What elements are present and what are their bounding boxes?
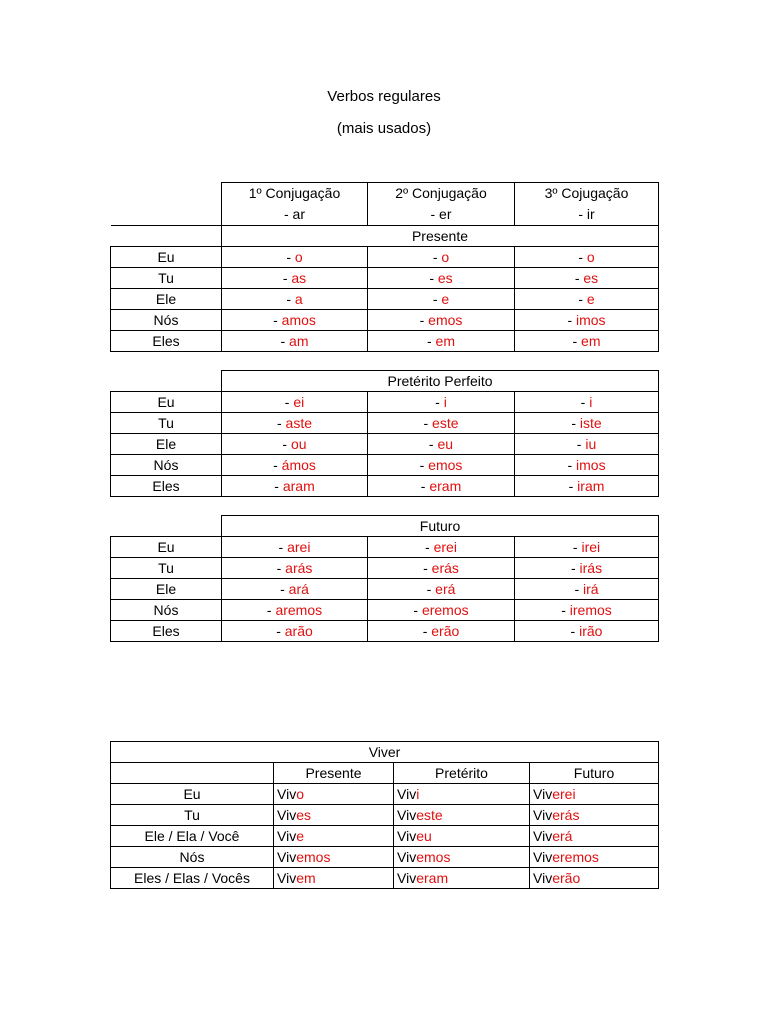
ending-dash: - bbox=[571, 415, 580, 431]
ending-dash: - bbox=[572, 539, 582, 555]
ending-dash: - bbox=[432, 291, 442, 307]
ending-dash: - bbox=[425, 539, 434, 555]
pronoun-cell: Tu bbox=[111, 268, 222, 289]
ending-dash: - bbox=[266, 602, 276, 618]
verb-ending: erão bbox=[552, 870, 581, 886]
conjugated-form-cell bbox=[274, 826, 394, 847]
verb-stem: Viv bbox=[277, 849, 297, 865]
conjugated-form-cell bbox=[530, 868, 659, 889]
ending-dash: - bbox=[428, 436, 438, 452]
ending-cell bbox=[515, 392, 659, 413]
pronoun-cell: Eu bbox=[111, 247, 222, 268]
conjugation-name: 1º Conjugação bbox=[248, 185, 341, 201]
ending-dash: - bbox=[282, 436, 291, 452]
table-row bbox=[111, 537, 659, 558]
conjugation-ending: - er bbox=[430, 206, 452, 222]
ending-suffix: erás bbox=[431, 560, 459, 576]
ending-dash: - bbox=[578, 249, 587, 265]
table-row bbox=[111, 868, 659, 889]
ending-cell bbox=[368, 476, 515, 497]
ending-cell bbox=[222, 247, 368, 268]
table-row bbox=[111, 476, 659, 497]
ending-cell bbox=[222, 537, 368, 558]
ending-cell bbox=[368, 600, 515, 621]
table-row bbox=[111, 434, 659, 455]
ending-cell bbox=[515, 289, 659, 310]
ending-cell bbox=[368, 413, 515, 434]
ending-suffix: arão bbox=[284, 623, 313, 639]
verb-stem: Viv bbox=[533, 870, 553, 886]
table-row bbox=[111, 392, 659, 413]
ending-suffix: irão bbox=[579, 623, 603, 639]
ending-cell bbox=[368, 579, 515, 600]
ending-cell bbox=[368, 434, 515, 455]
conjugated-form-cell bbox=[394, 784, 530, 805]
ending-suffix: i bbox=[443, 394, 447, 410]
ending-suffix: aste bbox=[285, 415, 313, 431]
ending-suffix: am bbox=[289, 333, 309, 349]
ending-suffix: aremos bbox=[275, 602, 323, 618]
ending-dash: - bbox=[280, 333, 290, 349]
tense-rows bbox=[111, 247, 659, 352]
verb-ending: eu bbox=[416, 828, 432, 844]
ending-suffix: irá bbox=[583, 581, 599, 597]
tense-header: Presente bbox=[222, 226, 659, 247]
conjugation-name: 3º Cojugação bbox=[544, 185, 629, 201]
table-row bbox=[111, 331, 659, 352]
conjugation-table-presente bbox=[110, 182, 659, 352]
verb-stem: Viv bbox=[397, 849, 417, 865]
ending-dash: - bbox=[280, 581, 289, 597]
ending-suffix: arei bbox=[287, 539, 311, 555]
verb-stem: Viv bbox=[533, 786, 553, 802]
ending-dash: - bbox=[578, 291, 587, 307]
ending-dash: - bbox=[572, 333, 582, 349]
pronoun-cell: Ele / Ela / Você bbox=[111, 826, 274, 847]
ending-dash: - bbox=[422, 623, 432, 639]
ending-dash: - bbox=[561, 602, 570, 618]
conjugated-form-cell bbox=[394, 847, 530, 868]
table-row bbox=[111, 784, 659, 805]
ending-suffix: este bbox=[432, 415, 459, 431]
conjugated-form-cell bbox=[394, 826, 530, 847]
verb-stem: Viv bbox=[397, 828, 417, 844]
pronoun-cell: Eles bbox=[111, 476, 222, 497]
ending-dash: - bbox=[284, 394, 294, 410]
tense-header: Pretérito Perfeito bbox=[222, 371, 659, 392]
ending-suffix: eram bbox=[429, 478, 462, 494]
verb-stem: Viv bbox=[533, 807, 553, 823]
ending-cell bbox=[368, 247, 515, 268]
verb-ending: eremos bbox=[552, 849, 599, 865]
ending-dash: - bbox=[574, 581, 584, 597]
verb-stem: Viv bbox=[533, 849, 553, 865]
ending-suffix: em bbox=[435, 333, 455, 349]
ending-cell bbox=[368, 310, 515, 331]
ending-dash: - bbox=[432, 249, 442, 265]
ending-suffix: iste bbox=[579, 415, 602, 431]
ending-cell bbox=[368, 392, 515, 413]
ending-suffix: imos bbox=[576, 457, 606, 473]
conjugated-form-cell bbox=[530, 847, 659, 868]
ending-dash: - bbox=[567, 312, 576, 328]
viver-corner-cell bbox=[111, 763, 274, 784]
ending-cell bbox=[222, 289, 368, 310]
ending-suffix: iram bbox=[577, 478, 605, 494]
pronoun-cell: Nós bbox=[111, 310, 222, 331]
ending-dash: - bbox=[286, 291, 295, 307]
viver-column-header: Futuro bbox=[530, 763, 659, 784]
ending-cell bbox=[515, 558, 659, 579]
ending-dash: - bbox=[278, 539, 288, 555]
table-row bbox=[111, 289, 659, 310]
ending-cell bbox=[515, 268, 659, 289]
pronoun-cell: Tu bbox=[111, 558, 222, 579]
ending-dash: - bbox=[570, 623, 580, 639]
ending-cell bbox=[368, 331, 515, 352]
viver-table bbox=[110, 741, 659, 889]
conjugation-header bbox=[222, 183, 368, 226]
ending-dash: - bbox=[273, 457, 282, 473]
conjugation-ending: - ar bbox=[284, 206, 305, 222]
ending-cell bbox=[368, 289, 515, 310]
ending-cell bbox=[222, 455, 368, 476]
ending-suffix: es bbox=[437, 270, 453, 286]
pronoun-cell: Tu bbox=[111, 805, 274, 826]
conjugation-header bbox=[515, 183, 659, 226]
ending-dash: - bbox=[273, 312, 282, 328]
table-row bbox=[111, 268, 659, 289]
ending-cell bbox=[222, 579, 368, 600]
ending-suffix: iremos bbox=[569, 602, 612, 618]
ending-cell bbox=[222, 621, 368, 642]
ending-dash: - bbox=[419, 457, 429, 473]
ending-cell bbox=[368, 558, 515, 579]
verb-ending: o bbox=[296, 786, 304, 802]
ending-cell bbox=[222, 268, 368, 289]
ending-dash: - bbox=[567, 457, 577, 473]
conjugation-table-futuro bbox=[110, 515, 659, 642]
conjugation-ending: - ir bbox=[578, 206, 595, 222]
pronoun-cell: Ele bbox=[111, 289, 222, 310]
verb-ending: es bbox=[296, 807, 311, 823]
tense-rows bbox=[111, 392, 659, 497]
table-row bbox=[111, 579, 659, 600]
pronoun-cell: Ele bbox=[111, 434, 222, 455]
conjugated-form-cell bbox=[274, 847, 394, 868]
conjugated-form-cell bbox=[530, 805, 659, 826]
table-row bbox=[111, 621, 659, 642]
ending-cell bbox=[515, 247, 659, 268]
ending-dash: - bbox=[435, 394, 444, 410]
ending-cell bbox=[222, 331, 368, 352]
ending-suffix: amos bbox=[281, 312, 316, 328]
verb-stem: Viv bbox=[397, 786, 417, 802]
ending-dash: - bbox=[276, 415, 286, 431]
ending-cell bbox=[515, 537, 659, 558]
ending-suffix: o bbox=[441, 249, 450, 265]
ending-suffix: o bbox=[294, 249, 303, 265]
viver-column-header: Pretérito bbox=[394, 763, 530, 784]
viver-rows bbox=[111, 784, 659, 889]
ending-dash: - bbox=[420, 478, 430, 494]
viver-title: Viver bbox=[111, 742, 659, 763]
ending-dash: - bbox=[429, 270, 438, 286]
ending-suffix: es bbox=[583, 270, 599, 286]
verb-stem: Viv bbox=[277, 807, 297, 823]
verb-ending: erá bbox=[552, 828, 573, 844]
verb-stem: Viv bbox=[397, 807, 417, 823]
table-row bbox=[111, 310, 659, 331]
ending-suffix: irás bbox=[579, 560, 603, 576]
conjugated-form-cell bbox=[530, 784, 659, 805]
table-row bbox=[111, 247, 659, 268]
ending-suffix: emos bbox=[428, 457, 463, 473]
ending-cell bbox=[222, 310, 368, 331]
ending-dash: - bbox=[576, 436, 586, 452]
ending-suffix: ámos bbox=[281, 457, 316, 473]
verb-ending: erei bbox=[552, 786, 576, 802]
ending-cell bbox=[515, 413, 659, 434]
ending-suffix: e bbox=[441, 291, 450, 307]
ending-cell bbox=[368, 621, 515, 642]
ending-dash: - bbox=[282, 270, 292, 286]
verb-stem: Viv bbox=[277, 786, 297, 802]
ending-dash: - bbox=[580, 394, 590, 410]
pronoun-cell: Nós bbox=[111, 455, 222, 476]
ending-cell bbox=[515, 476, 659, 497]
viver-column-header: Presente bbox=[274, 763, 394, 784]
ending-suffix: o bbox=[586, 249, 595, 265]
table-row bbox=[111, 600, 659, 621]
verb-stem: Viv bbox=[533, 828, 553, 844]
conjugated-form-cell bbox=[530, 826, 659, 847]
conjugated-form-cell bbox=[274, 805, 394, 826]
verb-ending: e bbox=[296, 828, 304, 844]
verb-ending: i bbox=[416, 786, 420, 802]
ending-dash: - bbox=[413, 602, 422, 618]
table-row bbox=[111, 413, 659, 434]
ending-suffix: iu bbox=[585, 436, 597, 452]
ending-suffix: arás bbox=[285, 560, 313, 576]
ending-cell bbox=[222, 434, 368, 455]
ending-dash: - bbox=[419, 312, 429, 328]
blank-corner-cell bbox=[111, 371, 222, 392]
tense-header: Futuro bbox=[222, 516, 659, 537]
blank-corner-cell bbox=[111, 516, 222, 537]
ending-dash: - bbox=[276, 623, 285, 639]
pronoun-cell: Ele bbox=[111, 579, 222, 600]
ending-suffix: e bbox=[586, 291, 595, 307]
page-title: Verbos regulares bbox=[327, 88, 441, 105]
ending-dash: - bbox=[426, 333, 436, 349]
ending-suffix: erão bbox=[431, 623, 460, 639]
ending-suffix: eremos bbox=[421, 602, 469, 618]
verb-stem: Viv bbox=[277, 870, 297, 886]
verb-ending: este bbox=[416, 807, 443, 823]
ending-dash: - bbox=[423, 560, 432, 576]
ending-cell bbox=[222, 476, 368, 497]
ending-cell bbox=[368, 268, 515, 289]
ending-suffix: ará bbox=[288, 581, 309, 597]
conjugation-name: 2º Conjugação bbox=[395, 185, 487, 201]
ending-cell bbox=[222, 392, 368, 413]
conjugated-form-cell bbox=[274, 784, 394, 805]
ending-suffix: ou bbox=[290, 436, 307, 452]
verb-ending: emos bbox=[416, 849, 451, 865]
ending-dash: - bbox=[276, 560, 286, 576]
blank-corner-cell bbox=[111, 183, 222, 226]
ending-cell bbox=[515, 434, 659, 455]
ending-cell bbox=[515, 621, 659, 642]
conjugated-form-cell bbox=[394, 868, 530, 889]
conjugation-header bbox=[368, 183, 515, 226]
ending-dash: - bbox=[568, 478, 578, 494]
verb-ending: erás bbox=[552, 807, 580, 823]
pronoun-cell: Eu bbox=[111, 392, 222, 413]
table-row bbox=[111, 826, 659, 847]
page-subtitle: (mais usados) bbox=[336, 120, 432, 137]
ending-suffix: erá bbox=[435, 581, 456, 597]
verb-ending: eram bbox=[416, 870, 449, 886]
ending-cell bbox=[222, 413, 368, 434]
ending-suffix: emos bbox=[428, 312, 463, 328]
ending-cell bbox=[222, 600, 368, 621]
ending-dash: - bbox=[274, 478, 283, 494]
conjugation-table-preterito bbox=[110, 370, 659, 497]
conjugated-form-cell bbox=[394, 805, 530, 826]
table-row bbox=[111, 558, 659, 579]
table-row bbox=[111, 805, 659, 826]
ending-suffix: imos bbox=[576, 312, 606, 328]
verb-ending: emos bbox=[296, 849, 331, 865]
verb-stem: Viv bbox=[277, 828, 297, 844]
pronoun-cell: Nós bbox=[111, 600, 222, 621]
ending-dash: - bbox=[423, 415, 433, 431]
pronoun-cell: Nós bbox=[111, 847, 274, 868]
pronoun-cell: Eu bbox=[111, 537, 222, 558]
ending-dash: - bbox=[570, 560, 580, 576]
ending-cell bbox=[515, 455, 659, 476]
verb-ending: em bbox=[296, 870, 316, 886]
ending-suffix: i bbox=[589, 394, 593, 410]
ending-dash: - bbox=[286, 249, 295, 265]
ending-dash: - bbox=[426, 581, 436, 597]
ending-suffix: a bbox=[294, 291, 303, 307]
ending-cell bbox=[222, 558, 368, 579]
ending-dash: - bbox=[574, 270, 584, 286]
ending-cell bbox=[368, 455, 515, 476]
ending-suffix: irei bbox=[581, 539, 601, 555]
ending-cell bbox=[515, 600, 659, 621]
pronoun-cell: Eles / Elas / Vocês bbox=[111, 868, 274, 889]
ending-cell bbox=[515, 579, 659, 600]
pronoun-cell: Eles bbox=[111, 331, 222, 352]
blank-corner-cell bbox=[111, 226, 222, 247]
pronoun-cell: Eu bbox=[111, 784, 274, 805]
conjugated-form-cell bbox=[274, 868, 394, 889]
ending-cell bbox=[515, 310, 659, 331]
tense-rows bbox=[111, 537, 659, 642]
table-row bbox=[111, 847, 659, 868]
ending-suffix: erei bbox=[433, 539, 457, 555]
table-row bbox=[111, 455, 659, 476]
verb-stem: Viv bbox=[397, 870, 417, 886]
ending-suffix: ei bbox=[293, 394, 305, 410]
pronoun-cell: Eles bbox=[111, 621, 222, 642]
ending-suffix: em bbox=[581, 333, 601, 349]
pronoun-cell: Tu bbox=[111, 413, 222, 434]
ending-suffix: as bbox=[291, 270, 307, 286]
ending-cell bbox=[515, 331, 659, 352]
ending-suffix: eu bbox=[437, 436, 454, 452]
ending-cell bbox=[368, 537, 515, 558]
ending-suffix: aram bbox=[282, 478, 315, 494]
